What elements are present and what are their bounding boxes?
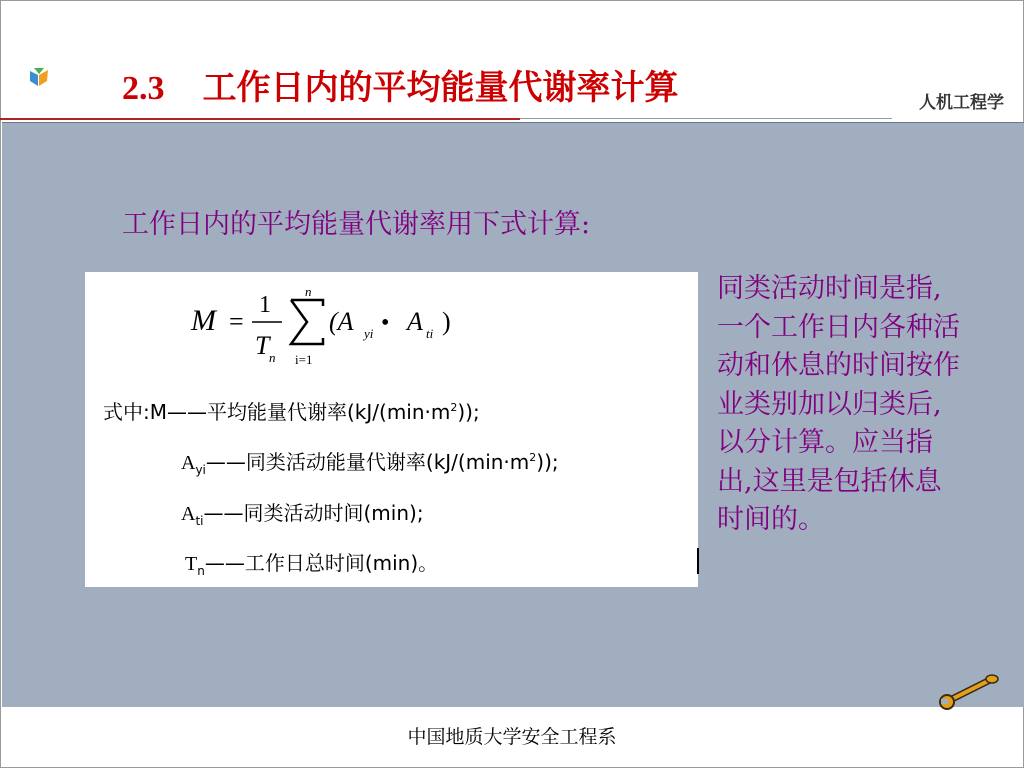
definition-line-2: $A_{yi}——$同类活动能量代谢率$(kJ/(\min\cdot m^2))$; — [181, 450, 559, 477]
formula-operator: • — [381, 310, 390, 336]
sum-upper: n — [305, 284, 312, 299]
formula-numerator: 1 — [259, 292, 271, 318]
formula-term2: A — [407, 307, 423, 336]
title-text: 工作日内的平均能量代谢率计算 — [202, 68, 679, 108]
logo-icon — [28, 66, 50, 88]
side-note: 同类活动时间是指,一个工作日内各种活动和休息的时间按作业类别加以归类后,以分计算。应当指出,这里是包括休息时间的。 — [717, 273, 960, 535]
header-rule-secondary — [520, 118, 892, 119]
cursor-mark — [697, 548, 699, 574]
formula-term: (A — [329, 307, 354, 336]
definition-line-4: $T_n——$工作日总时间(min)。 — [185, 551, 439, 578]
definition-line-3: $A_{ti}——$同类活动时间(min); — [181, 501, 424, 528]
wrench-icon — [938, 672, 1002, 718]
formula-denominator-sub: n — [269, 350, 276, 365]
course-name: 人机工程学 — [919, 93, 1004, 113]
formula-term-sub1: yi — [364, 326, 374, 341]
formula-term-sub2: ti — [426, 326, 434, 341]
formula-denominator: T — [255, 331, 270, 360]
sum-lower: i=1 — [295, 352, 313, 367]
formula-image — [85, 272, 698, 587]
section-number: 2.3 — [122, 70, 165, 107]
definition-line-1: 式中:M——平均能量代谢率$(kJ/(\min\cdot m^2))$; — [103, 400, 480, 424]
formula-equation — [85, 272, 698, 382]
footer-institution: 中国地质大学安全工程系 — [407, 726, 617, 748]
formula-lhs: M — [191, 304, 216, 337]
lead-text: 工作日内的平均能量代谢率用下式计算: — [122, 209, 591, 240]
page-title — [122, 64, 679, 112]
header-rule — [0, 118, 520, 120]
formula-equals: = — [229, 307, 244, 336]
formula-close: ) — [442, 307, 451, 336]
